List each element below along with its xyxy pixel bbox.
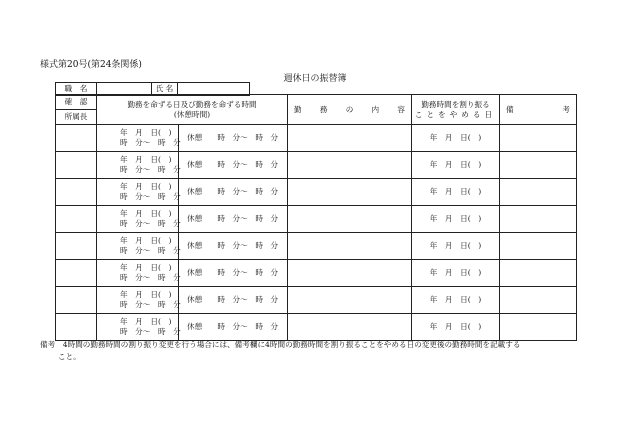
work-time: 時 分～ 時 分 — [120, 138, 181, 147]
footnote-line: 備考 4時間の勤務時間の割り振り変更を行う場合には、備考欄に4時間の勤務時間を割り振ることをやめる日の変更後の勤務時間を記載する — [40, 340, 521, 349]
cancel-date: 年 月 日( ) — [429, 133, 482, 142]
rest-time-cell[interactable] — [179, 233, 288, 260]
table-row — [56, 206, 577, 233]
footnote — [40, 339, 585, 363]
remarks-cell[interactable] — [500, 233, 577, 260]
rest-time: 休憩 時 分～ 時 分 — [187, 268, 279, 277]
work-date: 年 月 日( ) — [120, 263, 172, 272]
duty-char: 務 — [319, 104, 328, 114]
cancel-date: 年 月 日( ) — [429, 322, 482, 331]
work-date-cell[interactable] — [97, 287, 179, 314]
remarks-cell[interactable] — [500, 125, 577, 152]
duty-content-cell[interactable] — [288, 179, 412, 206]
table-row — [56, 152, 577, 179]
duty-content-cell[interactable] — [288, 125, 412, 152]
work-date-cell[interactable] — [97, 152, 179, 179]
work-date-cell[interactable] — [97, 125, 179, 152]
confirm-label: 確 認 — [56, 95, 97, 110]
page-title: 週休日の振替簿 — [283, 74, 347, 84]
cancel-date-cell[interactable] — [412, 287, 500, 314]
cancel-day-header — [412, 95, 500, 125]
cancel-date: 年 月 日( ) — [429, 214, 482, 223]
work-date-cell[interactable] — [97, 206, 179, 233]
remarks-char: 考 — [562, 104, 570, 114]
rest-time-cell[interactable] — [179, 179, 288, 206]
cancel-date-cell[interactable] — [412, 206, 500, 233]
work-time: 時 分～ 時 分 — [120, 165, 181, 174]
rest-time-cell[interactable] — [179, 287, 288, 314]
duty-char: 勤 — [294, 104, 302, 114]
confirm-cell[interactable] — [56, 206, 97, 233]
remarks-cell[interactable] — [500, 179, 577, 206]
rest-time: 休憩 時 分～ 時 分 — [187, 241, 279, 250]
duty-content-cell[interactable] — [288, 206, 412, 233]
superior-label: 所属長 — [56, 110, 97, 125]
duty-content-cell[interactable] — [288, 314, 412, 341]
work-date: 年 月 日( ) — [120, 128, 172, 137]
work-date-cell[interactable] — [97, 179, 179, 206]
work-time: 時 分～ 時 分 — [120, 192, 181, 201]
duty-content-cell[interactable] — [288, 152, 412, 179]
work-date-cell[interactable] — [97, 260, 179, 287]
duty-char: 容 — [397, 104, 405, 114]
table-row — [56, 287, 577, 314]
table-row — [56, 314, 577, 341]
cancel-date-cell[interactable] — [412, 179, 500, 206]
cancel-date: 年 月 日( ) — [429, 295, 482, 304]
work-time: 時 分～ 時 分 — [120, 219, 181, 228]
cancel-date: 年 月 日( ) — [429, 187, 482, 196]
rest-time-cell[interactable] — [179, 206, 288, 233]
confirm-cell[interactable] — [56, 260, 97, 287]
cancel-date: 年 月 日( ) — [429, 160, 482, 169]
rest-time: 休憩 時 分～ 時 分 — [187, 322, 279, 331]
table-row — [56, 179, 577, 206]
remarks-cell[interactable] — [500, 314, 577, 341]
rest-time-cell[interactable] — [179, 125, 288, 152]
cancel-date-cell[interactable] — [412, 314, 500, 341]
duty-content-cell[interactable] — [288, 260, 412, 287]
confirm-cell[interactable] — [56, 314, 97, 341]
cancel-date: 年 月 日( ) — [429, 268, 482, 277]
remarks-char: 備 — [506, 104, 514, 114]
table-row — [56, 233, 577, 260]
work-date-cell[interactable] — [97, 233, 179, 260]
rest-time-cell[interactable] — [179, 314, 288, 341]
position-label: 職 名 — [56, 83, 97, 96]
work-days-label: 勤務を命ずる日及び勤務を命ずる時間 — [127, 99, 257, 109]
rest-time: 休憩 時 分～ 時 分 — [187, 187, 279, 196]
table-row — [56, 125, 577, 152]
duty-char: の — [345, 104, 354, 114]
rest-label: (休憩時間) — [173, 109, 211, 119]
remarks-cell[interactable] — [500, 260, 577, 287]
cancel-label-2: ことをやめる日 — [414, 109, 497, 119]
work-time: 時 分～ 時 分 — [120, 300, 181, 309]
cancel-date-cell[interactable] — [412, 152, 500, 179]
rest-time: 休憩 時 分～ 時 分 — [187, 295, 279, 304]
form-number: 様式第20号(第24条関係) — [40, 60, 142, 70]
cancel-date: 年 月 日( ) — [429, 241, 482, 250]
duty-content-cell[interactable] — [288, 287, 412, 314]
remarks-header — [500, 95, 577, 125]
work-time: 時 分～ 時 分 — [120, 273, 181, 282]
confirm-cell[interactable] — [56, 152, 97, 179]
confirm-cell[interactable] — [56, 287, 97, 314]
cancel-date-cell[interactable] — [412, 125, 500, 152]
remarks-cell[interactable] — [500, 206, 577, 233]
work-date: 年 月 日( ) — [120, 290, 172, 299]
work-time: 時 分～ 時 分 — [120, 246, 181, 255]
work-date-cell[interactable] — [97, 314, 179, 341]
duty-content-cell[interactable] — [288, 233, 412, 260]
confirm-cell[interactable] — [56, 233, 97, 260]
name-label: 氏 名 — [151, 83, 178, 96]
schedule-table — [55, 94, 577, 341]
rest-time: 休憩 時 分～ 時 分 — [187, 160, 279, 169]
cancel-date-cell[interactable] — [412, 260, 500, 287]
confirm-cell[interactable] — [56, 179, 97, 206]
work-time: 時 分～ 時 分 — [120, 327, 181, 336]
rest-time: 休憩 時 分～ 時 分 — [187, 214, 279, 223]
work-date: 年 月 日( ) — [120, 209, 172, 218]
work-date: 年 月 日( ) — [120, 182, 172, 191]
rest-time-cell[interactable] — [179, 152, 288, 179]
work-date: 年 月 日( ) — [120, 317, 172, 326]
duty-char: 内 — [371, 104, 380, 114]
work-days-header — [97, 95, 288, 125]
duty-content-header — [288, 95, 412, 125]
cancel-date-cell[interactable] — [412, 233, 500, 260]
confirm-cell[interactable] — [56, 125, 97, 152]
work-date: 年 月 日( ) — [120, 155, 172, 164]
work-date: 年 月 日( ) — [120, 236, 172, 245]
remarks-cell[interactable] — [500, 287, 577, 314]
cancel-label-1: 勤務時間を割り振る — [421, 99, 490, 109]
rest-time-cell[interactable] — [179, 260, 288, 287]
rest-time: 休憩 時 分～ 時 分 — [187, 133, 279, 142]
table-row — [56, 260, 577, 287]
remarks-cell[interactable] — [500, 152, 577, 179]
footnote-line: こと。 — [58, 352, 81, 361]
